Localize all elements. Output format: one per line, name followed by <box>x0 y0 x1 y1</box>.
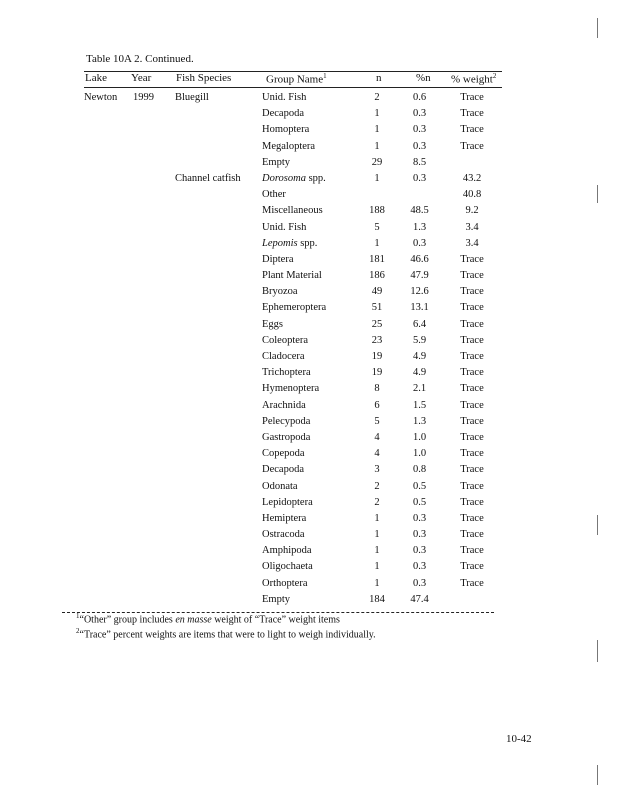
table-row <box>80 172 502 188</box>
cell-group-name: Odonata <box>262 480 298 492</box>
cell-n: 2 <box>374 92 380 103</box>
cell-pct-n: 0.3 <box>412 561 427 573</box>
table-row <box>80 269 502 285</box>
cell-n: 19 <box>371 351 383 362</box>
cell-pct-weight: Trace <box>460 253 484 265</box>
cell-fish-species <box>175 269 262 285</box>
cell-n: 1 <box>374 512 380 524</box>
table-row <box>80 188 502 204</box>
cell-fish-species <box>175 496 262 512</box>
cell-n: 186 <box>369 270 385 282</box>
table-row <box>80 544 502 560</box>
cell-n: 5 <box>374 221 380 233</box>
cell-pct-n: 1.3 <box>412 415 427 427</box>
cell-n: 1 <box>374 529 380 541</box>
scan-mark <box>597 515 598 535</box>
cell-lake <box>80 528 133 544</box>
cell-fish-species <box>175 463 262 479</box>
cell-pct-weight: Trace <box>460 480 484 492</box>
cell-group-name: Hemiptera <box>262 512 307 524</box>
cell-group-name: Lepidoptera <box>262 496 313 508</box>
cell-pct-weight: Trace <box>460 431 484 443</box>
cell-pct-n: 0.5 <box>412 496 427 508</box>
cell-pct-weight: Trace <box>460 367 484 379</box>
cell-group-name: Copepoda <box>262 448 305 460</box>
header-group-name: Group Name$^1$ <box>266 72 327 86</box>
cell-pct-n: 4.9 <box>412 351 427 362</box>
cell-pct-weight: Trace <box>460 448 484 460</box>
cell-lake <box>80 382 133 398</box>
cell-pct-n: 13.1 <box>410 302 429 314</box>
cell-year: 1999 <box>133 92 154 103</box>
cell-pct-n: 0.3 <box>412 577 427 589</box>
cell-year <box>133 156 175 172</box>
cell-pct-n: 5.9 <box>412 334 427 346</box>
cell-group-name: Amphipoda <box>262 545 312 557</box>
cell-n: 49 <box>371 286 383 298</box>
cell-lake <box>80 431 133 447</box>
cell-group-name: Eggs <box>262 318 283 330</box>
cell-pct-n: 0.8 <box>412 464 427 476</box>
cell-n: 29 <box>371 156 383 168</box>
cell-pct-n: 47.4 <box>410 593 429 605</box>
cell-n: 1 <box>374 172 380 184</box>
cell-n: 3 <box>374 464 380 476</box>
table-row <box>80 577 502 593</box>
cell-group-name: Bryozoa <box>262 286 298 298</box>
cell-pct-weight: Trace <box>460 351 484 362</box>
cell-fish-species <box>175 334 262 350</box>
cell-group-name: Empty <box>262 593 290 605</box>
cell-pct-n: 1.5 <box>412 399 427 411</box>
cell-year <box>133 577 175 593</box>
cell-year <box>133 399 175 415</box>
cell-pct-weight: Trace <box>460 496 484 508</box>
cell-pct-n: 4.9 <box>412 367 427 379</box>
cell-lake <box>80 415 133 431</box>
cell-pct-weight: 40.8 <box>462 189 482 201</box>
cell-fish-species <box>175 140 262 156</box>
cell-year <box>133 221 175 237</box>
cell-pct-weight: Trace <box>460 577 484 589</box>
cell-lake <box>80 463 133 479</box>
cell-year <box>133 253 175 269</box>
cell-fish-species <box>175 528 262 544</box>
cell-year <box>133 447 175 463</box>
cell-pct-weight: Trace <box>460 561 484 573</box>
cell-fish-species <box>175 188 262 204</box>
table-row <box>80 91 502 107</box>
table-row <box>80 382 502 398</box>
scan-mark <box>597 640 598 662</box>
cell-pct-weight: Trace <box>460 140 484 152</box>
cell-n: 8 <box>374 383 380 395</box>
cell-lake <box>80 140 133 156</box>
table-row <box>80 318 502 334</box>
cell-fish-species <box>175 480 262 496</box>
cell-n: 5 <box>374 415 380 427</box>
table-row <box>80 123 502 139</box>
cell-lake <box>80 107 133 123</box>
cell-n: 4 <box>374 448 380 460</box>
cell-fish-species <box>175 253 262 269</box>
cell-pct-weight: Trace <box>460 92 484 103</box>
cell-pct-n: 0.5 <box>412 480 427 492</box>
cell-fish-species <box>175 415 262 431</box>
header-fish-species: Fish Species <box>176 72 232 84</box>
cell-lake <box>80 447 133 463</box>
cell-lake <box>80 350 133 366</box>
table-row <box>80 512 502 528</box>
cell-lake <box>80 544 133 560</box>
table-row <box>80 253 502 269</box>
cell-n: 25 <box>371 318 383 330</box>
cell-fish-species <box>175 382 262 398</box>
cell-year <box>133 172 175 188</box>
cell-fish-species <box>175 221 262 237</box>
page-number: 10-42 <box>506 733 532 745</box>
cell-n: 1 <box>374 577 380 589</box>
cell-fish-species <box>175 107 262 123</box>
cell-year <box>133 334 175 350</box>
cell-year <box>133 512 175 528</box>
header-lake: Lake <box>85 72 107 84</box>
scan-mark <box>597 18 598 38</box>
cell-pct-n: 8.5 <box>412 156 427 168</box>
table-caption: Table 10A 2. Continued. <box>86 53 194 65</box>
cell-fish-species <box>175 123 262 139</box>
cell-group-name: Other <box>262 189 286 201</box>
cell-pct-n: 0.3 <box>412 545 427 557</box>
table-row <box>80 366 502 382</box>
cell-year <box>133 382 175 398</box>
cell-group-name: Dorosoma spp. <box>262 172 326 184</box>
cell-year <box>133 107 175 123</box>
cell-pct-weight: Trace <box>460 286 484 298</box>
cell-pct-n: 47.9 <box>410 270 429 282</box>
cell-group-name: Megaloptera <box>262 140 316 152</box>
cell-pct-weight: 9.2 <box>465 205 479 217</box>
cell-group-name: Arachnida <box>262 399 306 411</box>
cell-lake <box>80 123 133 139</box>
cell-lake <box>80 253 133 269</box>
cell-fish-species <box>175 156 262 172</box>
cell-fish-species: Channel catfish <box>175 172 241 184</box>
cell-n: 188 <box>369 205 385 217</box>
cell-group-name: Diptera <box>262 253 294 265</box>
header-year: Year <box>131 72 152 84</box>
cell-pct-weight <box>442 593 502 609</box>
cell-pct-n: 48.5 <box>410 205 429 217</box>
table-body <box>80 91 502 609</box>
cell-pct-n: 12.6 <box>410 286 429 298</box>
table-row <box>80 431 502 447</box>
cell-pct-weight: Trace <box>460 334 484 346</box>
cell-pct-n: 0.3 <box>412 237 427 249</box>
cell-pct-n: 1.0 <box>412 448 427 460</box>
cell-group-name: Ephemeroptera <box>262 302 327 314</box>
table-row <box>80 560 502 576</box>
cell-pct-n: 6.4 <box>412 318 427 330</box>
table-row <box>80 463 502 479</box>
cell-lake <box>80 269 133 285</box>
cell-group-name: Decapoda <box>262 464 304 476</box>
cell-pct-weight: 43.2 <box>462 172 482 184</box>
cell-year <box>133 544 175 560</box>
cell-pct-weight: Trace <box>460 464 484 476</box>
cell-lake <box>80 156 133 172</box>
cell-fish-species <box>175 512 262 528</box>
cell-fish-species <box>175 350 262 366</box>
table-row <box>80 237 502 253</box>
cell-group-name: Orthoptera <box>262 577 308 589</box>
cell-pct-n: 0.3 <box>412 529 427 541</box>
cell-lake <box>80 237 133 253</box>
cell-year <box>133 204 175 220</box>
cell-year <box>133 431 175 447</box>
cell-fish-species <box>175 447 262 463</box>
cell-year <box>133 123 175 139</box>
cell-lake <box>80 334 133 350</box>
cell-fish-species <box>175 544 262 560</box>
scan-mark <box>597 185 598 203</box>
cell-n: 2 <box>374 480 380 492</box>
cell-fish-species <box>175 399 262 415</box>
cell-year <box>133 188 175 204</box>
cell-pct-weight: Trace <box>460 124 484 136</box>
cell-n: 181 <box>369 253 385 265</box>
table-row <box>80 301 502 317</box>
cell-fish-species <box>175 285 262 301</box>
table-row <box>80 204 502 220</box>
cell-lake <box>80 172 133 188</box>
cell-pct-n: 0.3 <box>412 512 427 524</box>
diet-table <box>80 91 502 609</box>
cell-group-name: Empty <box>262 156 290 168</box>
cell-fish-species <box>175 301 262 317</box>
cell-group-name: Coleoptera <box>262 334 309 346</box>
cell-fish-species <box>175 237 262 253</box>
cell-lake <box>80 366 133 382</box>
cell-lake <box>80 593 133 609</box>
cell-year <box>133 318 175 334</box>
table-row <box>80 593 502 609</box>
cell-year <box>133 560 175 576</box>
cell-n: 51 <box>371 302 383 314</box>
cell-pct-n: 0.3 <box>412 108 427 120</box>
cell-pct-weight: Trace <box>460 399 484 411</box>
cell-group-name: Hymenoptera <box>262 383 320 395</box>
cell-lake <box>80 577 133 593</box>
cell-pct-n: 46.6 <box>410 253 429 265</box>
cell-year <box>133 463 175 479</box>
cell-lake <box>80 301 133 317</box>
cell-n: 2 <box>374 496 380 508</box>
table-row <box>80 480 502 496</box>
cell-n: 19 <box>371 367 383 379</box>
cell-lake <box>80 318 133 334</box>
cell-fish-species <box>175 366 262 382</box>
cell-n: 1 <box>374 237 380 249</box>
scan-mark <box>597 765 598 785</box>
cell-pct-n <box>397 188 442 204</box>
table-row <box>80 350 502 366</box>
cell-year <box>133 140 175 156</box>
cell-group-name: Plant Material <box>262 270 322 282</box>
cell-pct-n: 0.3 <box>412 124 427 136</box>
cell-lake <box>80 285 133 301</box>
cell-pct-n: 0.6 <box>412 92 427 103</box>
cell-n: 1 <box>374 545 380 557</box>
cell-lake <box>80 496 133 512</box>
cell-year <box>133 496 175 512</box>
cell-fish-species <box>175 577 262 593</box>
table-row <box>80 221 502 237</box>
cell-pct-weight: 3.4 <box>465 221 479 233</box>
cell-pct-n: 1.3 <box>412 221 427 233</box>
cell-pct-weight: Trace <box>460 529 484 541</box>
cell-group-name: Miscellaneous <box>262 205 323 217</box>
cell-group-name: Homoptera <box>262 124 310 136</box>
cell-n: 1 <box>374 108 380 120</box>
cell-group-name: Trichoptera <box>262 367 311 379</box>
cell-group-name: Unid. Fish <box>262 221 307 233</box>
footnote-2: $^2$“Trace” percent weights are items that were to light to weigh individually. <box>76 627 376 641</box>
cell-year <box>133 593 175 609</box>
table-row <box>80 415 502 431</box>
header-rule <box>84 87 502 88</box>
cell-fish-species <box>175 560 262 576</box>
cell-fish-species <box>175 431 262 447</box>
cell-group-name: Gastropoda <box>262 431 311 443</box>
table-row <box>80 528 502 544</box>
cell-pct-weight <box>442 156 502 172</box>
cell-year <box>133 285 175 301</box>
header-pct-weight: % weight$^2$ <box>451 72 497 86</box>
cell-year <box>133 350 175 366</box>
cell-year <box>133 528 175 544</box>
table-row <box>80 496 502 512</box>
cell-year <box>133 301 175 317</box>
cell-lake <box>80 188 133 204</box>
footnote-1: $^1$“Other” group includes en masse weight of “Trace” weight items <box>76 612 340 626</box>
cell-group-name: Decapoda <box>262 108 304 120</box>
table-row <box>80 399 502 415</box>
cell-pct-n: 2.1 <box>412 383 427 395</box>
cell-n: 1 <box>374 561 380 573</box>
cell-lake <box>80 399 133 415</box>
table-row <box>80 156 502 172</box>
cell-n: 6 <box>374 399 380 411</box>
cell-year <box>133 237 175 253</box>
cell-group-name: Unid. Fish <box>262 92 307 103</box>
cell-year <box>133 415 175 431</box>
cell-group-name: Pelecypoda <box>262 415 311 427</box>
cell-lake <box>80 480 133 496</box>
cell-lake <box>80 560 133 576</box>
cell-fish-species <box>175 318 262 334</box>
cell-n <box>357 188 397 204</box>
table-row <box>80 285 502 301</box>
header-n: n <box>376 72 382 84</box>
cell-pct-weight: Trace <box>460 108 484 120</box>
cell-pct-weight: Trace <box>460 270 484 282</box>
cell-n: 4 <box>374 431 380 443</box>
cell-pct-weight: 3.4 <box>465 237 479 249</box>
cell-n: 1 <box>374 124 380 136</box>
table-row <box>80 334 502 350</box>
cell-pct-weight: Trace <box>460 383 484 395</box>
table-row <box>80 447 502 463</box>
cell-fish-species <box>175 204 262 220</box>
cell-pct-weight: Trace <box>460 318 484 330</box>
cell-n: 1 <box>374 140 380 152</box>
cell-pct-n: 1.0 <box>412 431 427 443</box>
cell-year <box>133 480 175 496</box>
cell-lake <box>80 204 133 220</box>
cell-pct-weight: Trace <box>460 512 484 524</box>
cell-pct-weight: Trace <box>460 415 484 427</box>
cell-lake <box>80 221 133 237</box>
header-pct-n: %n <box>416 72 431 84</box>
cell-group-name: Lepomis spp. <box>262 237 318 249</box>
table-row <box>80 140 502 156</box>
cell-n: 23 <box>371 334 383 346</box>
cell-pct-n: 0.3 <box>412 140 427 152</box>
cell-pct-weight: Trace <box>460 545 484 557</box>
cell-lake: Newton <box>84 92 118 103</box>
cell-group-name: Ostracoda <box>262 529 305 541</box>
cell-pct-weight: Trace <box>460 302 484 314</box>
cell-pct-n: 0.3 <box>412 172 427 184</box>
cell-fish-species: Bluegill <box>175 92 209 103</box>
cell-group-name: Oligochaeta <box>262 561 313 573</box>
cell-year <box>133 269 175 285</box>
cell-lake <box>80 512 133 528</box>
cell-year <box>133 366 175 382</box>
cell-fish-species <box>175 593 262 609</box>
table-row <box>80 107 502 123</box>
cell-group-name: Cladocera <box>262 351 305 362</box>
cell-n: 184 <box>369 593 385 605</box>
